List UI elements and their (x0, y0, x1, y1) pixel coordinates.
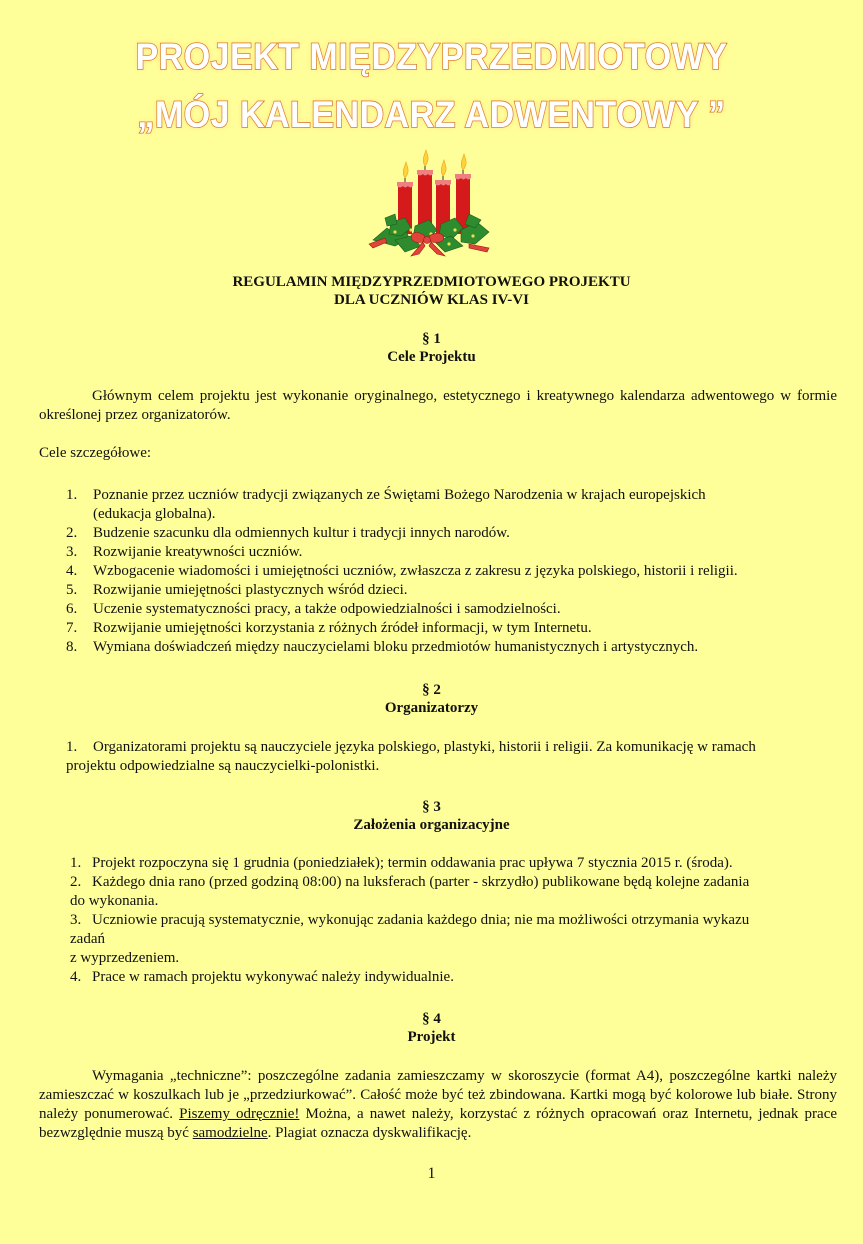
section-title: Organizatorzy (384, 700, 479, 716)
list-item: 2. Budzenie szacunku dla odmiennych kultur i tradycji innych narodów. (66, 525, 510, 541)
list-item-continuation: z wyprzedzeniem. (70, 950, 180, 966)
underlined-text: Piszemy odręcznie! (179, 1106, 300, 1122)
list-item-continuation: do wykonania. (70, 893, 159, 909)
list-item: 3. Uczniowie pracują systematycznie, wykonując zadania każdego dnia; nie ma możliwości otrzymania wykazu (70, 912, 750, 928)
section-number: § 3 (422, 799, 441, 815)
list-item: 1. Projekt rozpoczyna się 1 grudnia (poniedziałek); termin oddawania prac upływa 7 stycznia 2015 r. (środa). (70, 855, 733, 871)
section-intro-paragraph: Głównym celem projektu jest wykonanie oryginalnego, estetycznego i kreatywnego kalendarza adwentowego w formie określonej przez organizatorów. (39, 388, 837, 423)
section-title: Cele Projektu (387, 349, 476, 365)
section-number: § 4 (422, 1011, 441, 1027)
list-item-continuation: zadań (70, 931, 105, 947)
regulations-heading-line1: REGULAMIN MIĘDZYPRZEDMIOTOWEGO PROJEKTU (232, 274, 631, 290)
section-title: Projekt (407, 1029, 456, 1045)
list-item: 5. Rozwijanie umiejętności plastycznych wśród dzieci. (66, 582, 408, 598)
section-paragraph: Wymagania „techniczne”: poszczególne zadania zamieszczamy w skoroszycie (format A4), poszczególne kartki należy zamieszczać w koszulkach lub je „przedziurkować”. Całość może być też zbindowana. Kartki mogą być kolorowe lub białe. Strony należy ponumerować. Piszemy odręcznie! Można, a nawet należy, korzystać z różnych opracowań oraz Internetu, jednak prace bezwzględnie muszą być samodzielne. Plagiat oznacza dyskwalifikację. (39, 1068, 838, 1141)
list-item: 1. Organizatorami projektu są nauczyciele języka polskiego, plastyki, historii i religii. Za komunikację w ramach (66, 739, 756, 755)
list-item-continuation: projektu odpowiedzialne są nauczycielki-polonistki. (66, 758, 380, 774)
list-item-continuation: (edukacja globalna). (93, 506, 216, 522)
list-item: 6. Uczenie systematyczności pracy, a także odpowiedzialności i samodzielności. (66, 601, 561, 617)
underlined-text: samodzielne (192, 1125, 268, 1141)
list-item: 3. Rozwijanie kreatywności uczniów. (66, 544, 303, 560)
regulations-heading-line2: DLA UCZNIÓW KLAS IV-VI (334, 292, 529, 308)
page-number: 1 (427, 1165, 436, 1182)
document-title-line2: „MÓJ KALENDARZ ADWENTOWY ” (137, 94, 726, 135)
list-item: 4. Wzbogacenie wiadomości i umiejętności uczniów, zwłaszcza z zakresu z języka polskiego, historii i religii. (66, 563, 738, 579)
advent-candles-wreath-icon (365, 148, 495, 258)
section-title: Założenia organizacyjne (353, 817, 510, 833)
document-title-line1: PROJEKT MIĘDZYPRZEDMIOTOWY (135, 36, 728, 77)
section-number: § 1 (422, 331, 441, 347)
list-item: 2. Każdego dnia rano (przed godziną 08:00) na luksferach (parter - skrzydło) publikowane będą kolejne zadania (70, 874, 750, 890)
list-item: 4. Prace w ramach projektu wykonywać należy indywidualnie. (70, 969, 454, 985)
section-number: § 2 (422, 682, 441, 698)
list-item: 8. Wymiana doświadczeń między nauczycielami bloku przedmiotów humanistycznych i artystycznych. (66, 639, 699, 655)
list-item: 7. Rozwijanie umiejętności korzystania z różnych źródeł informacji, w tym Internetu. (66, 620, 592, 636)
list-item: 1. Poznanie przez uczniów tradycji związanych ze Świętami Bożego Narodzenia w krajach europejskich (66, 487, 706, 503)
section-subheading: Cele szczegółowe: (39, 445, 152, 461)
